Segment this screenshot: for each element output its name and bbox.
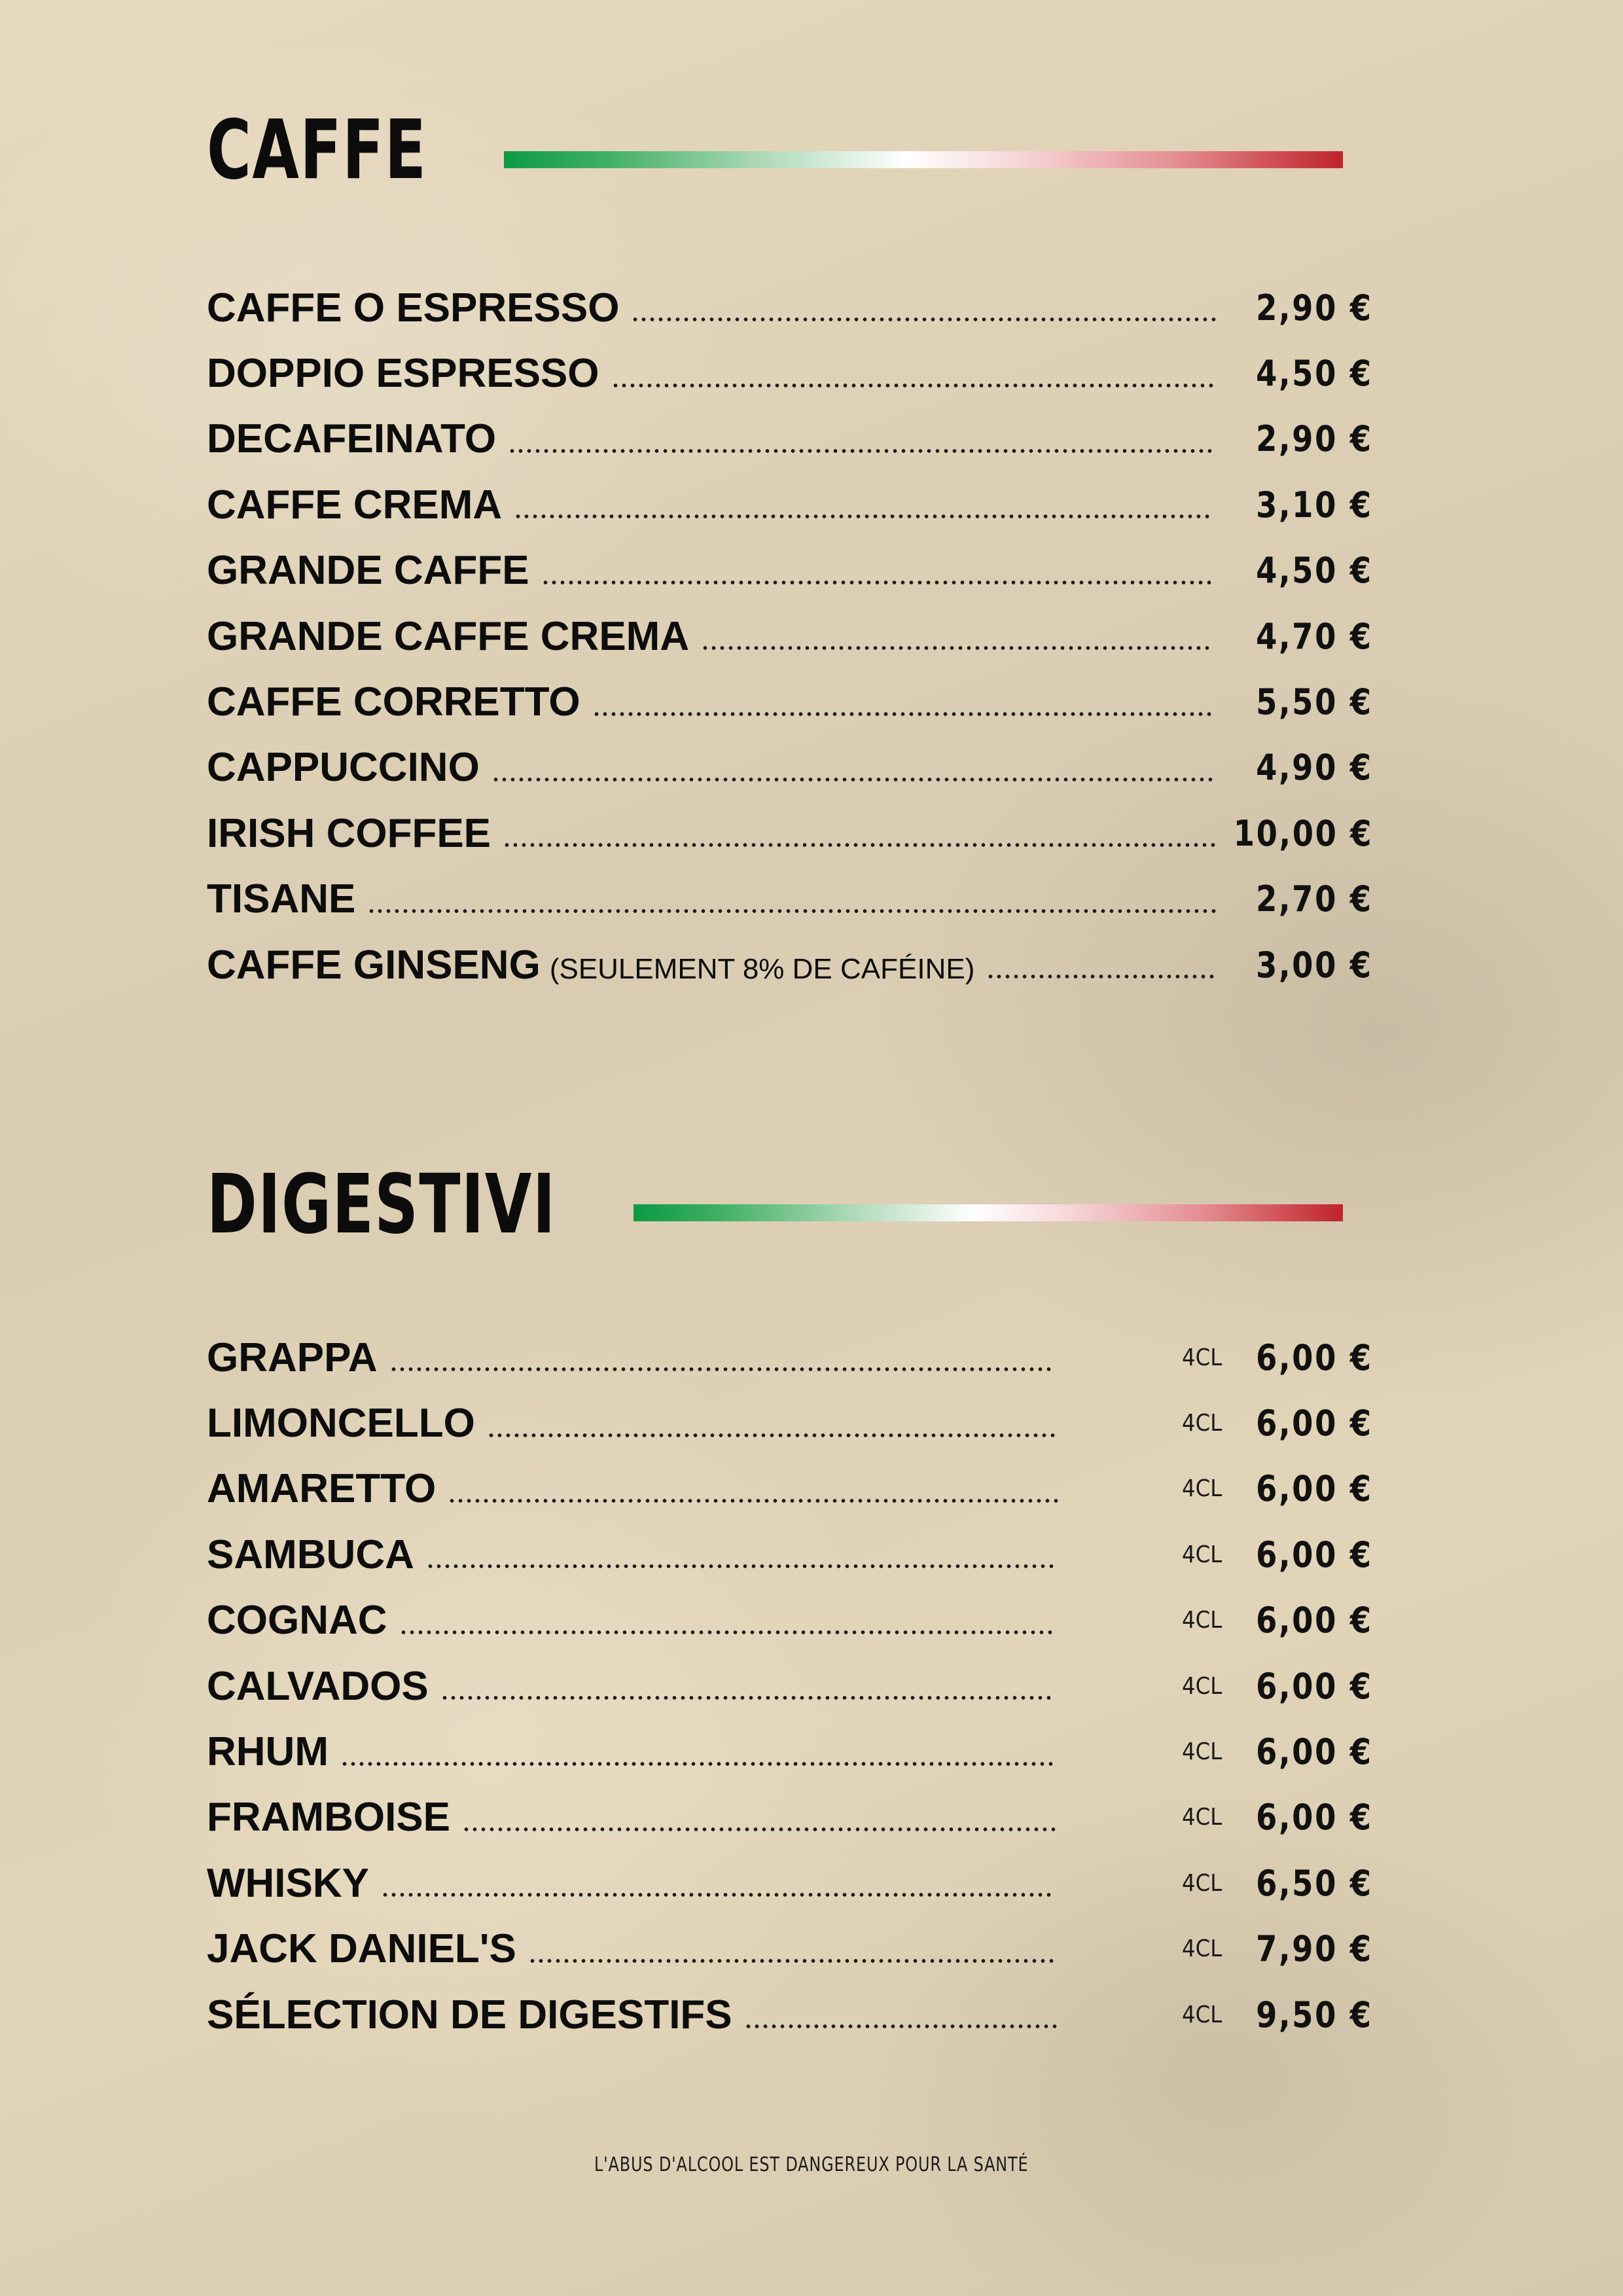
menu-item [207, 1719, 1373, 1784]
menu-item-price: 10,00 € [1233, 812, 1373, 854]
menu-item-price: 2,90 € [1256, 287, 1373, 329]
menu-item-volume: 4CL [1182, 1869, 1222, 1897]
menu-item-name-text: SÉLECTION DE DIGESTIFS [207, 1992, 732, 2037]
menu-item-name [207, 1400, 475, 1446]
dot-leader [448, 1498, 1060, 1503]
digestivi-menu-list [207, 1325, 1373, 2047]
dot-leader [631, 317, 1218, 322]
dot-leader [503, 842, 1217, 848]
menu-item-volume: 4CL [1182, 1935, 1222, 1963]
menu-item-volume: 4CL [1182, 1475, 1222, 1503]
menu-item-name [207, 416, 496, 462]
dot-leader [367, 908, 1218, 914]
dot-leader [701, 645, 1211, 651]
menu-item-name-text: CAPPUCCINO [207, 745, 480, 791]
caffe-title: CAFFE [207, 103, 427, 198]
menu-item [207, 669, 1373, 734]
menu-item-volume: 4CL [1182, 1607, 1222, 1634]
menu-item-name-text: IRISH COFFEE [207, 810, 491, 856]
menu-item-name [207, 547, 529, 594]
menu-item [207, 603, 1373, 669]
menu-item-name [207, 876, 355, 922]
menu-item-name [207, 1926, 516, 1972]
menu-item-price: 6,00 € [1256, 1336, 1373, 1378]
menu-item-volume: 4CL [1182, 1410, 1222, 1437]
menu-item-name-text: DOPPIO ESPRESSO [207, 351, 599, 397]
menu-item-price: 6,00 € [1256, 1534, 1373, 1575]
menu-item-name [207, 613, 689, 660]
menu-item-name [207, 350, 599, 397]
menu-item-price: 7,90 € [1256, 1928, 1373, 1970]
menu-item-name [207, 1465, 436, 1512]
menu-item [207, 406, 1373, 472]
menu-item-name-text: GRANDE CAFFE CREMA [207, 613, 690, 659]
menu-item-name [207, 744, 480, 791]
menu-item-price: 5,50 € [1256, 681, 1373, 723]
menu-item-name-text: COGNAC [207, 1598, 387, 1643]
menu-item-name-text: TISANE [207, 876, 356, 922]
menu-item-price: 2,90 € [1256, 418, 1373, 460]
menu-item [207, 340, 1373, 406]
digestivi-title: DIGESTIVI [207, 1157, 556, 1252]
menu-item-note: (SEULEMENT 8% DE CAFÉINE) [549, 952, 975, 985]
menu-item [207, 932, 1373, 997]
menu-item-name [207, 1532, 414, 1578]
menu-item-volume: 4CL [1182, 1344, 1222, 1371]
dot-leader [426, 1564, 1056, 1569]
menu-item-price: 6,00 € [1256, 1468, 1373, 1510]
menu-item-name-text: CAFFE CORRETTO [207, 679, 580, 725]
dot-leader [611, 383, 1215, 388]
menu-item-price: 6,00 € [1256, 1731, 1373, 1773]
dot-leader [514, 514, 1211, 519]
menu-item-name [207, 810, 491, 857]
menu-item-name [207, 1729, 329, 1775]
menu-item-price: 6,00 € [1256, 1403, 1373, 1444]
menu-item [207, 1325, 1373, 1390]
menu-item-price: 4,70 € [1256, 615, 1373, 657]
menu-item-name-text: GRAPPA [207, 1335, 378, 1380]
menu-item [207, 1522, 1373, 1587]
menu-item-volume: 4CL [1182, 2001, 1222, 2028]
menu-item-name-text: FRAMBOISE [207, 1795, 450, 1840]
menu-item [207, 538, 1373, 603]
menu-item-price: 4,50 € [1256, 550, 1373, 592]
menu-item-name-text: CAFFE O ESPRESSO [207, 285, 620, 331]
menu-item-price: 4,50 € [1256, 353, 1373, 395]
menu-item-volume: 4CL [1182, 1738, 1222, 1766]
dot-leader [528, 1958, 1056, 1964]
menu-item-name [207, 679, 580, 725]
menu-item-price: 2,70 € [1256, 878, 1373, 920]
dot-leader [389, 1367, 1053, 1372]
menu-item-price: 3,00 € [1256, 944, 1373, 986]
dot-leader [487, 1433, 1057, 1438]
menu-item-price: 6,50 € [1256, 1862, 1373, 1904]
menu-item-volume: 4CL [1182, 1541, 1222, 1568]
menu-item-price: 6,00 € [1256, 1665, 1373, 1707]
menu-item-name-text: CAFFE CREMA [207, 482, 503, 528]
menu-item-price: 4,90 € [1256, 747, 1373, 789]
menu-item-name [207, 1663, 429, 1710]
alcohol-warning: L'ABUS D'ALCOOL EST DANGEREUX POUR LA SANTÉ [594, 2153, 1029, 2176]
menu-item-name-text: JACK DANIEL'S [207, 1926, 516, 1972]
menu-item [207, 1850, 1373, 1916]
menu-item-price: 6,00 € [1256, 1600, 1373, 1641]
menu-item-name [207, 1794, 450, 1840]
italian-flag-divider [633, 1204, 1343, 1221]
menu-item [207, 1588, 1373, 1653]
menu-item-name [207, 1860, 369, 1907]
menu-item-price: 3,10 € [1256, 484, 1373, 526]
menu-item-name [207, 1335, 378, 1381]
dot-leader [986, 974, 1216, 979]
menu-item-volume: 4CL [1182, 1672, 1222, 1700]
menu-item-volume: 4CL [1182, 1804, 1222, 1831]
menu-item-name-text: WHISKY [207, 1860, 369, 1906]
menu-item-name [207, 482, 502, 528]
dot-leader [381, 1892, 1053, 1897]
menu-item [207, 867, 1373, 932]
menu-item [207, 1390, 1373, 1456]
dot-leader [491, 777, 1215, 782]
menu-item-name-text: LIMONCELLO [207, 1401, 475, 1446]
menu-item-name-text: CALVADOS [207, 1663, 429, 1709]
menu-item [207, 472, 1373, 537]
italian-flag-divider [504, 151, 1343, 168]
menu-item-price: 9,50 € [1256, 1994, 1373, 2036]
dot-leader [592, 711, 1213, 717]
dot-leader [508, 448, 1214, 454]
menu-item-price: 6,00 € [1256, 1797, 1373, 1839]
menu-item-name-text: SAMBUCA [207, 1532, 414, 1577]
menu-item-name [207, 285, 619, 331]
menu-item-name-text: DECAFEINATO [207, 416, 497, 462]
dot-leader [462, 1827, 1058, 1832]
menu-item-name [207, 942, 974, 988]
menu-item [207, 1916, 1373, 1982]
menu-item [207, 1982, 1373, 2047]
menu-item [207, 1785, 1373, 1850]
dot-leader [440, 1695, 1053, 1700]
caffe-menu-list [207, 275, 1373, 997]
menu-item [207, 1653, 1373, 1719]
dot-leader [744, 2024, 1059, 2029]
menu-item-name-text: GRANDE CAFFE [207, 548, 529, 594]
menu-item-name-text: RHUM [207, 1729, 329, 1775]
dot-leader [340, 1761, 1055, 1767]
menu-item [207, 1456, 1373, 1522]
menu-item-name-text: CAFFE GINSENG [207, 942, 541, 988]
menu-item [207, 800, 1373, 866]
menu-item-name [207, 1992, 732, 2038]
menu-item-name-text: AMARETTO [207, 1466, 437, 1512]
dot-leader [541, 580, 1213, 585]
dot-leader [399, 1630, 1054, 1635]
menu-item [207, 275, 1373, 340]
menu-item [207, 735, 1373, 800]
menu-item-name [207, 1597, 387, 1643]
